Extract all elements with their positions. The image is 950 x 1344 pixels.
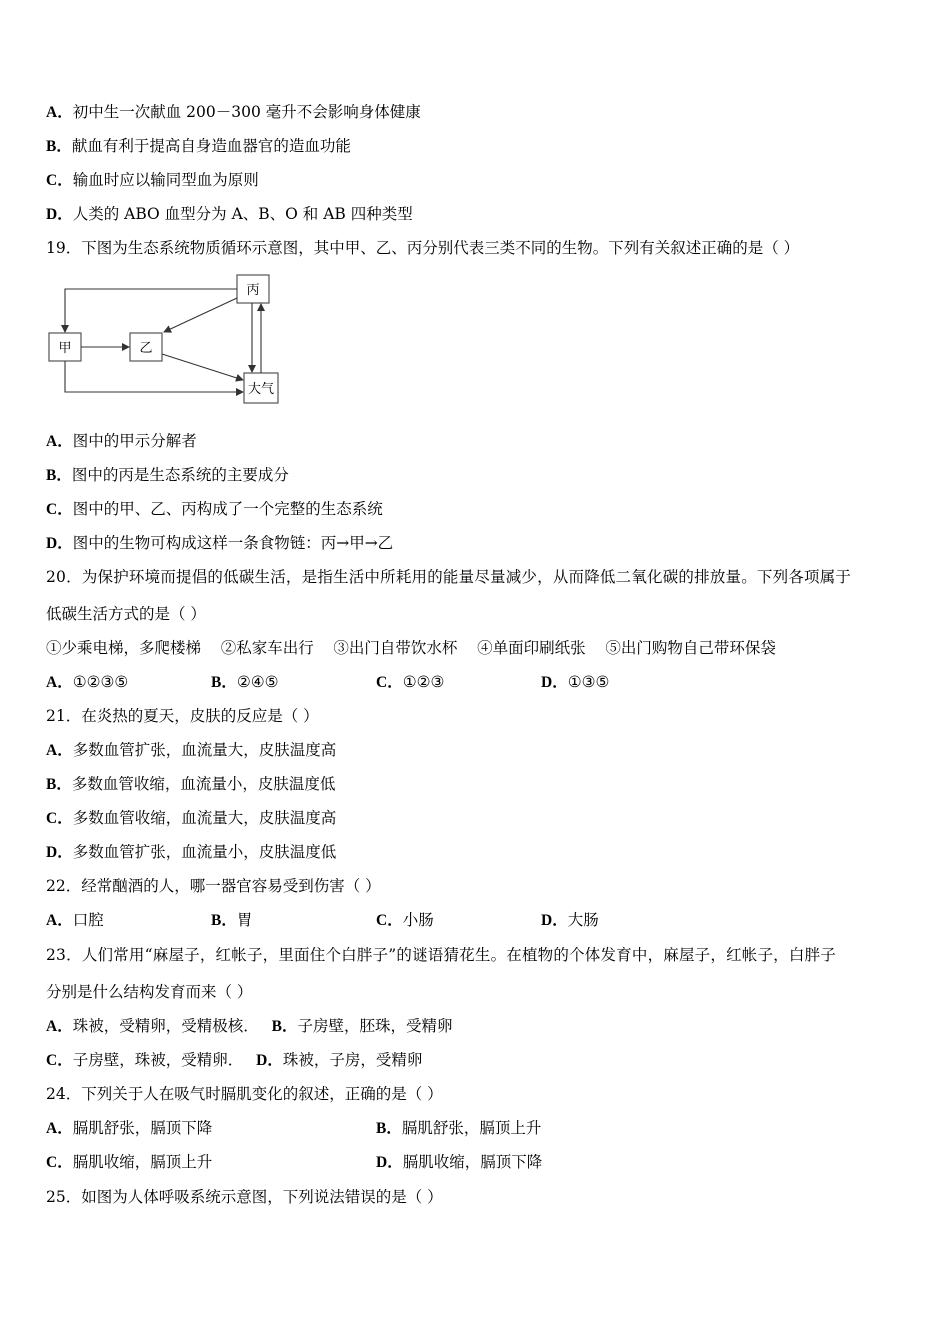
q24-option-d: D．膈肌收缩，膈顶下降 bbox=[376, 1153, 543, 1171]
q21-option-c: C．多数血管收缩，血流量大，皮肤温度高 bbox=[46, 809, 337, 827]
q25-stem: 25．如图为人体呼吸系统示意图，下列说法错误的是（ ） bbox=[46, 1188, 443, 1206]
q18-option-d: D．人类的 ABO 血型分为 A、B、O 和 AB 四种类型 bbox=[46, 205, 413, 223]
q22-stem: 22．经常酗酒的人，哪一器官容易受到伤害（ ） bbox=[46, 877, 381, 895]
label-yi: 乙 bbox=[139, 341, 153, 356]
ecosystem-cycle-diagram bbox=[44, 270, 284, 410]
q19-option-d: D．图中的生物可构成这样一条食物链：丙→甲→乙 bbox=[46, 534, 394, 552]
q21-stem: 21．在炎热的夏天，皮肤的反应是（ ） bbox=[46, 707, 319, 725]
q22-option-c: C．小肠 bbox=[376, 911, 434, 929]
arrow-jia-to-daqi bbox=[65, 361, 243, 392]
q23-options-ab: A．珠被，受精卵，受精极核． B．子房壁，胚珠，受精卵 bbox=[46, 1017, 453, 1035]
q21-option-a: A．多数血管扩张，血流量大，皮肤温度高 bbox=[46, 741, 337, 759]
q21-option-d: D．多数血管扩张，血流量小，皮肤温度低 bbox=[46, 843, 337, 861]
q24-stem: 24．下列关于人在吸气时膈肌变化的叙述，正确的是（ ） bbox=[46, 1085, 443, 1103]
q23-stem-line1: 23．人们常用“麻屋子，红帐子，里面住个白胖子”的谜语猜花生。在植物的个体发育中，麻屋子，红帐子，白胖子 bbox=[46, 946, 836, 964]
q20-option-c: C．①②③ bbox=[376, 673, 445, 691]
q19-option-b: B．图中的丙是生态系统的主要成分 bbox=[46, 466, 289, 484]
q24-option-c: C．膈肌收缩，膈顶上升 bbox=[46, 1153, 213, 1171]
q22-option-d: D．大肠 bbox=[541, 911, 599, 929]
arrow-bing-to-yi bbox=[164, 298, 237, 332]
q20-stem-line2: 低碳生活方式的是（ ） bbox=[46, 605, 206, 623]
q20-stem-line1: 20．为保护环境而提倡的低碳生活，是指生活中所耗用的能量尽量减少，从而降低二氧化碳的排放量。下列各项属于 bbox=[46, 568, 852, 586]
q20-items: ①少乘电梯，多爬楼梯 ②私家车出行 ③出门自带饮水杯 ④单面印刷纸张 ⑤出门购物自己带环保袋 bbox=[46, 639, 776, 657]
q18-option-b: B．献血有利于提高自身造血器官的造血功能 bbox=[46, 137, 351, 155]
label-bing: 丙 bbox=[246, 283, 260, 298]
q18-option-c: C．输血时应以输同型血为原则 bbox=[46, 171, 259, 189]
q18-option-a: A．初中生一次献血 200－300 毫升不会影响身体健康 bbox=[46, 103, 421, 121]
label-jia: 甲 bbox=[58, 341, 72, 356]
q24-option-b: B．膈肌舒张，膈顶上升 bbox=[376, 1119, 542, 1137]
q19-option-a: A．图中的甲示分解者 bbox=[46, 432, 197, 450]
q22-option-b: B．胃 bbox=[211, 911, 253, 929]
q21-option-b: B．多数血管收缩，血流量小，皮肤温度低 bbox=[46, 775, 336, 793]
q22-option-a: A．口腔 bbox=[46, 911, 104, 929]
q20-option-b: B．②④⑤ bbox=[211, 673, 279, 691]
label-daqi: 大气 bbox=[247, 382, 275, 397]
q20-option-d: D．①③⑤ bbox=[541, 673, 610, 691]
q20-option-a: A．①②③⑤ bbox=[46, 673, 129, 691]
q19-option-c: C．图中的甲、乙、丙构成了一个完整的生态系统 bbox=[46, 500, 383, 518]
q23-stem-line2: 分别是什么结构发育而来（ ） bbox=[46, 983, 253, 1001]
q23-options-cd: C．子房壁，珠被，受精卵． D．珠被，子房，受精卵 bbox=[46, 1051, 423, 1069]
arrow-yi-to-daqi bbox=[162, 354, 243, 380]
q24-option-a: A．膈肌舒张，膈顶下降 bbox=[46, 1119, 213, 1137]
q19-stem: 19．下图为生态系统物质循环示意图，其中甲、乙、丙分别代表三类不同的生物。下列有关叙述正确的是（ ） bbox=[46, 239, 800, 257]
